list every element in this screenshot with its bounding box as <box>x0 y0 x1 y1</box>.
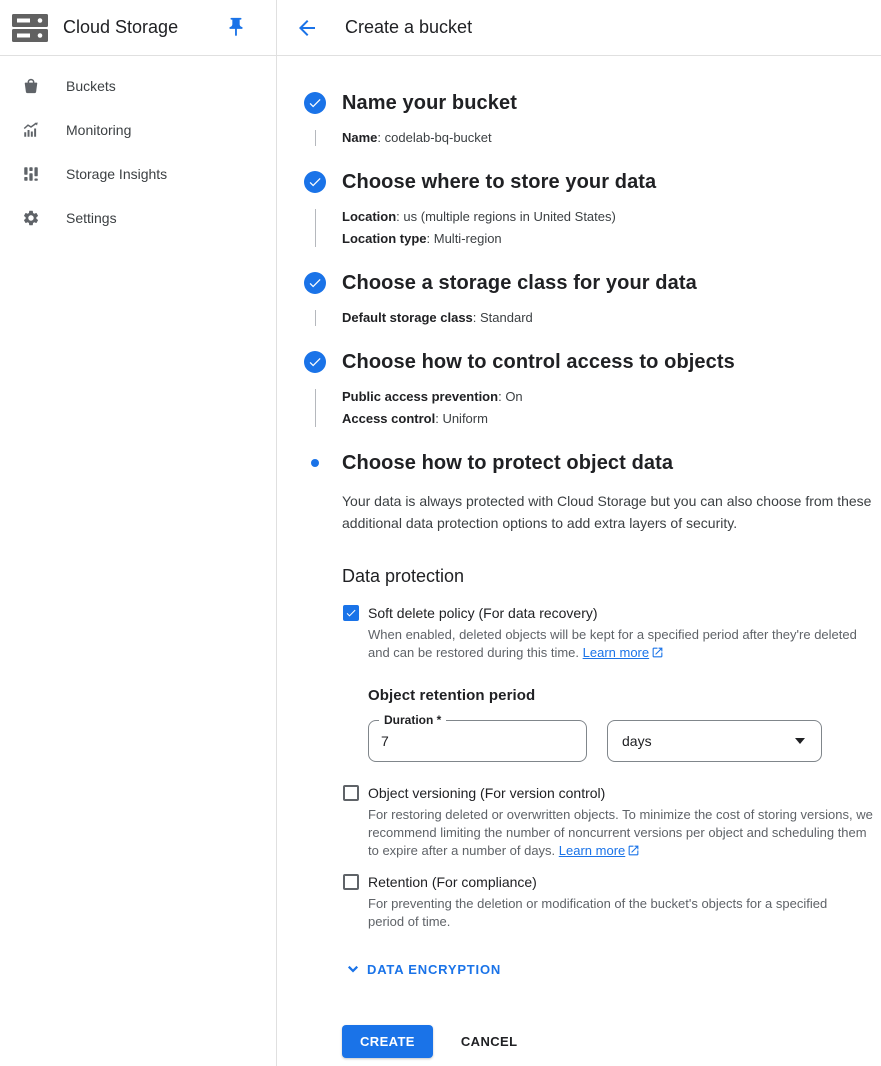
detail-public-access: Public access prevention : On <box>342 386 881 408</box>
step-access-control <box>304 351 881 430</box>
main-content <box>277 56 881 1066</box>
object-versioning-checkbox[interactable] <box>343 785 359 801</box>
duration-input[interactable] <box>369 721 586 761</box>
sidebar-item-monitoring[interactable] <box>0 108 276 152</box>
cancel-button[interactable]: CANCEL <box>460 1034 518 1049</box>
object-versioning-learn-more-link[interactable]: Learn more <box>559 843 640 858</box>
step-details <box>342 206 881 250</box>
sidebar-item-label: Settings <box>66 210 117 226</box>
sidebar-item-buckets[interactable] <box>0 64 276 108</box>
form-actions <box>342 1025 881 1058</box>
open-in-new-icon <box>627 844 640 857</box>
back-arrow-icon[interactable] <box>295 16 319 40</box>
step-title[interactable]: Choose where to store your data <box>342 171 657 193</box>
step-choose-location <box>304 171 881 250</box>
sidebar-item-label: Monitoring <box>66 122 132 138</box>
step-details <box>342 127 881 149</box>
top-header <box>0 0 881 56</box>
soft-delete-checkbox[interactable] <box>343 605 359 621</box>
soft-delete-learn-more-link[interactable]: Learn more <box>583 645 664 660</box>
gear-icon <box>22 209 40 227</box>
active-step-dot-icon <box>304 452 326 474</box>
option-soft-delete <box>343 603 881 662</box>
object-versioning-label[interactable]: Object versioning (For version control) <box>368 785 606 801</box>
check-circle-icon <box>304 171 326 193</box>
step-title[interactable]: Choose how to protect object data <box>342 452 674 474</box>
detail-location: Location : us (multiple regions in United States) <box>342 206 881 228</box>
sidebar-nav <box>0 56 277 1066</box>
header-product-area <box>0 0 277 55</box>
retention-checkbox[interactable] <box>343 874 359 890</box>
insights-bars-icon <box>22 165 40 183</box>
data-encryption-expander[interactable] <box>344 960 501 978</box>
step-description: Your data is always protected with Cloud Storage but you can also choose from these additional data protection options to add extra layers of security. <box>342 493 872 531</box>
data-encryption-label: DATA ENCRYPTION <box>367 961 502 977</box>
sidebar-item-settings[interactable] <box>0 196 276 240</box>
step-details <box>342 307 881 329</box>
detail-storage-class: Default storage class : Standard <box>342 307 881 329</box>
soft-delete-label[interactable]: Soft delete policy (For data recovery) <box>368 605 598 621</box>
option-object-versioning <box>343 783 881 860</box>
chevron-down-icon <box>344 960 362 978</box>
detail-name: Name : codelab-bq-bucket <box>342 127 881 149</box>
sidebar-item-label: Storage Insights <box>66 166 168 182</box>
duration-field-label: Duration * <box>379 713 446 727</box>
duration-field <box>368 713 587 762</box>
retention-description: For preventing the deletion or modification of the bucket's objects for a specified period of time. <box>368 896 828 929</box>
detail-access-control: Access control : Uniform <box>342 408 881 430</box>
step-name-your-bucket <box>304 92 881 149</box>
caret-down-icon <box>795 738 805 744</box>
open-in-new-icon <box>651 646 664 659</box>
object-retention-period-heading: Object retention period <box>368 687 536 704</box>
step-protect-object-data <box>304 452 881 1058</box>
object-retention-period-section <box>368 687 881 762</box>
check-circle-icon <box>304 92 326 114</box>
bucket-icon <box>22 77 40 95</box>
page-title: Create a bucket <box>345 17 473 37</box>
step-title[interactable]: Choose a storage class for your data <box>342 272 697 294</box>
pin-icon[interactable] <box>224 16 248 40</box>
check-circle-icon <box>304 351 326 373</box>
step-title[interactable]: Name your bucket <box>342 92 517 114</box>
retention-label[interactable]: Retention (For compliance) <box>368 874 537 890</box>
option-retention <box>343 872 881 931</box>
step-details <box>342 386 881 430</box>
step-title[interactable]: Choose how to control access to objects <box>342 351 735 373</box>
data-protection-heading: Data protection <box>342 566 465 586</box>
sidebar-item-storage-insights[interactable] <box>0 152 276 196</box>
server-stack-icon <box>12 13 48 43</box>
duration-unit-select[interactable] <box>607 720 822 762</box>
duration-unit-value: days <box>622 733 652 749</box>
soft-delete-description: When enabled, deleted objects will be kept for a specified period after they're deleted and can be restored during this time. Learn more <box>368 627 857 660</box>
product-title: Cloud Storage <box>63 17 179 37</box>
monitoring-chart-icon <box>22 121 40 139</box>
step-storage-class <box>304 272 881 329</box>
detail-location-type: Location type : Multi-region <box>342 228 881 250</box>
check-circle-icon <box>304 272 326 294</box>
object-versioning-description: For restoring deleted or overwritten objects. To minimize the cost of storing versions, we recommend limiting the number of noncurrent versions per object and scheduling them to expire after a number of days. Learn more <box>368 807 873 858</box>
create-button[interactable]: CREATE <box>342 1025 433 1058</box>
sidebar-item-label: Buckets <box>66 78 116 94</box>
header-page-area <box>277 0 881 55</box>
